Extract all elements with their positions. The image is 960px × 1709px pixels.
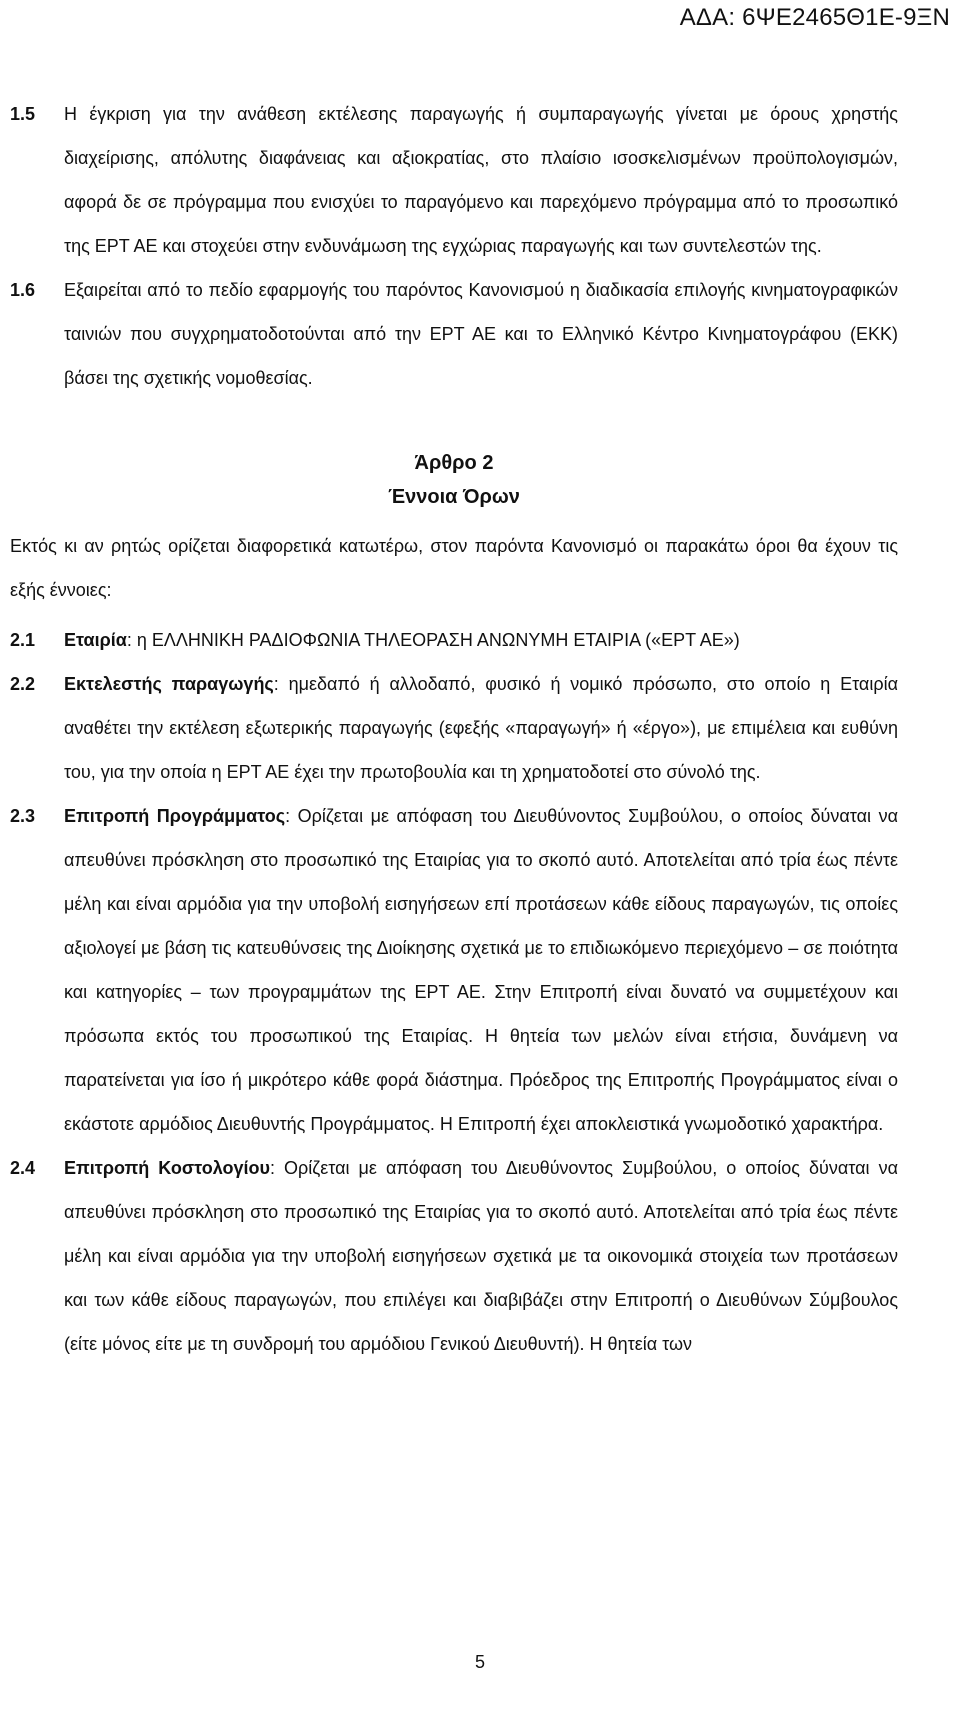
clause-text: Η έγκριση για την ανάθεση εκτέλεσης παραγωγής ή συμπαραγωγής γίνεται με όρους χρηστής διαχείρισης, απόλυτης διαφάνειας και αξιοκρατίας, στο πλαίσιο ισοσκελισμένων προϋπολογισμών, αφορά δε σε πρόγραμμα που ενισχύει το παραγόμενο και παρεχόμενο πρόγραμμα από το προσωπικό της ΕΡΤ ΑΕ και στοχεύει στην ενδυνάμωση της εγχώριας παραγωγής και των συντελεστών της. [64, 104, 898, 256]
definition-number: 2.4 [10, 1158, 36, 1178]
clause-1-6 [10, 268, 898, 400]
article-subtitle: Έννοια Όρων [388, 486, 520, 508]
definition-2-1 [10, 618, 898, 662]
definition-number: 2.2 [10, 674, 36, 694]
clause-text: Εξαιρείται από το πεδίο εφαρμογής του παρόντος Κανονισμού η διαδικασία επιλογής κινηματογραφικών ταινιών που συγχρηματοδοτούνται από την ΕΡΤ ΑΕ και το Ελληνικό Κέντρο Κινηματογράφου (ΕΚΚ) βάσει της σχετικής νομοθεσίας. [64, 280, 898, 388]
definition-2-3 [10, 794, 898, 1146]
clause-1-5 [10, 92, 898, 268]
definition-number: 2.3 [10, 806, 36, 826]
definition-term: Επιτροπή Προγράμματος [64, 806, 286, 826]
definition-text: : Ορίζεται με απόφαση του Διευθύνοντος Συμβούλου, ο οποίος δύναται να απευθύνει πρόσκληση στο προσωπικό της Εταιρίας για το σκοπό αυτό. Αποτελείται από τρία έως πέντε μέλη και είναι αρμόδια για την υποβολή εισηγήσεων επί προτάσεων κάθε είδους παραγωγών, τις οποίες αξιολογεί με βάση τις κατευθύνσεις της Διοίκησης σχετικά με το επιδιωκόμενο περιεχόμενο – σε ποιότητα και κατηγορίες – των προγραμμάτων της ΕΡΤ ΑΕ. Στην Επιτροπή είναι δυνατό να συμμετέχουν και πρόσωπα εκτός του προσωπικού της Εταιρίας. Η θητεία των μελών είναι ετήσια, δυνάμενη να παρατείνεται για ίσο ή μικρότερο κάθε φορά διάστημα. Πρόεδρος της Επιτροπής Προγράμματος είναι ο εκάστοτε αρμόδιος Διευθυντής Προγράμματος. Η Επιτροπή έχει αποκλειστικά γνωμοδοτικό χαρακτήρα. [64, 806, 898, 1134]
definition-term: Επιτροπή Κοστολογίου [64, 1158, 270, 1178]
definition-term: Εταιρία [64, 630, 127, 650]
document-body [10, 92, 898, 1366]
page-number: 5 [474, 1652, 485, 1672]
definition-number: 2.1 [10, 630, 36, 650]
article-intro: Εκτός κι αν ρητώς ορίζεται διαφορετικά κατωτέρω, στον παρόντα Κανονισμό οι παρακάτω όροι θα έχουν τις εξής έννοιες: [10, 536, 898, 600]
clause-number: 1.5 [10, 104, 36, 124]
definition-term: Εκτελεστής παραγωγής [64, 674, 274, 694]
definition-2-2 [10, 662, 898, 794]
definition-2-4 [10, 1146, 898, 1366]
definition-text: : ημεδαπό ή αλλοδαπό, φυσικό ή νομικό πρόσωπο, στο οποίο η Εταιρία αναθέτει την εκτέλεση εξωτερικής παραγωγής (εφεξής «παραγωγή» ή «έργο»), με επιμέλεια και ευθύνη του, για την οποία η ΕΡΤ ΑΕ έχει την πρωτοβουλία και τη χρηματοδοτεί στο σύνολό της. [64, 674, 898, 782]
definition-text: : η ΕΛΛΗΝΙΚΗ ΡΑΔΙΟΦΩΝΙΑ ΤΗΛΕΟΡΑΣΗ ΑΝΩΝΥΜΗ ΕΤΑΙΡΙΑ («ΕΡΤ ΑΕ») [126, 630, 740, 650]
article-title: Άρθρο 2 [414, 452, 494, 474]
definition-text: : Ορίζεται με απόφαση του Διευθύνοντος Συμβούλου, ο οποίος δύναται να απευθύνει πρόσκληση στο προσωπικό της Εταιρίας για το σκοπό αυτό. Αποτελείται από τρία έως πέντε μέλη και είναι αρμόδια για την υποβολή εισηγήσεων σχετικά με τα οικονομικά στοιχεία των προτάσεων και των κάθε είδους παραγωγών, που επιλέγει και διαβιβάζει στην Επιτροπή ο Διευθύνων Σύμβουλος (είτε μόνος είτε με τη συνδρομή του αρμόδιου Γενικού Διευθυντή). Η θητεία των [64, 1158, 898, 1354]
clause-number: 1.6 [10, 280, 36, 300]
ada-code: ΑΔΑ: 6ΨΕ2465Θ1Ε-9ΞΝ [679, 4, 950, 31]
